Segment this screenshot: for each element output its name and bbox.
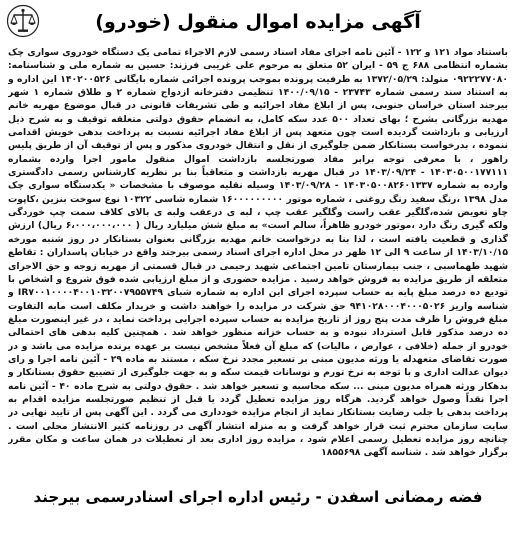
notice-body bbox=[8, 46, 508, 478]
scales-of-justice-icon bbox=[6, 4, 40, 38]
notice-header bbox=[0, 0, 516, 44]
notice-title: آگهی مزایده اموال منقول (خودرو) bbox=[95, 11, 421, 33]
notice-signature: فضه رمضانی اسفدن - رئیس اداره اجرای اسنادرسمی بیرجند bbox=[33, 488, 483, 506]
notice-body-paragraph: باستناد مواد ۱۲۱ و ۱۲۲ - آئین نامه اجرای مفاد اسناد رسمی لازم الاجراء تمامی یک دستگاه خودروی سواری چک بشماره انتظامی ۶۸۸ ج ۵۹ - ایران ۵۲ متعلق به مرحوم علی غریبی فرزند: حسین به شماره ملی و شناسنامه: ۰۹۲۲۲۷۷۰۸۰ متولد: ۱۳۷۲/۰۵/۲۹ به طرفیت پرونده بموجب پرونده اجرائی شماره بایگانی ۱۴۰۲۰۰۵۲۶ این اداره و به استناد سند رسمی شماره ۲۳۷۴۳ - ۱۴۰۰/۰۹/۱۵ تنظیمی دفترخانه ازدواج شماره ۲ و طلاق شماره ۱ شهر بیرجند استان خراسان جنوبی، پس از ابلاغ مفاد اجرائیه و طی تشریفات قانونی در قبال موضوع مهریه خانم مهدیه بزرگانی بشرح ؛ بهای تعداد ۵۰۰ عدد سکه کامل، به انضمام حقوق دولتی متعلقه توقیف و به شرح ذیل ارزیابی و بازداشت گردیده است چون متعهد پس از ابلاغ مفاد اجرائیه نسبت به پرداخت بدهی خویش اقدامی ننموده ، بدرخواست بستانکار ضمن جلوگیری از نقل و انتقال خودروی مذکور و پس از توقیف آن از طریق پلیس راهور ، با معرفی نوجه برابر مفاد صورتجلسه بازداشت اموال منقول مامور اجرا وارده بشماره ۱۴۰۳۰۵۰۰۱۷۷۱۱۱ - ۱۴۰۳/۰۹/۲۴ در قبال مهریه بازداشت و متعاقباً بنا بر نظریه کارشناس رسمی دادگستری وارده به شماره ۱۴۰۳۰۵۰۰۸۲۶۰۱۳۳۷ - ۱۴۰۳/۰۹/۲۸ وسیله نقلیه موصوف با مشخصات « یکدستگاه سواری چک مدل ۱۳۹۸ ،رنگ سفید رنگ روغنی ، شماره موتور ۱۶۰۰۰۰۰۰۰۰۰ شماره شاسی ۱۰۳۲۲ نوع سوخت بنزین ،کاپوت چاو تعویض شده،گلگیر عقب راست وگلگیر عقب چپ ، لبه ی درعقب ولبه ی بالای کلاف سمت چپ خوردگی ولکه گیری رنگ دارد ،موتور خودرو ظاهراً، سالم است» به مبلغ شش میلیارد ریال ( ۶،۰۰۰،۰۰۰،۰۰۰ ریال) ارزش گذاری و قطعیت یافته است ، لذا بنا به درخواست خانم مهدیه بزرگانی بعنوان بستانکار در روز شنبه مورخه ۱۴۰۳/۱۰/۱۵ از ساعت ۹ الی ۱۲ ظهر در محل اداره اجرای اسناد رسمی بیرجند واقع در خیابان پاسداران : تقاطع شهید طهماسبی ، جنب بیمارستان تامین اجتماعی شهید رحیمی در قبال قسمتی از مهریه زوجه و حق الاجرای متعلقه از طریق مزایده به فروش خواهد رسید . مزایده حضوری و از مبلغ ارزیابی شده فوق شروع و اشخاص با تودیع ده درصد مبلغ پایه به حساب سپرده اجرای این اداره به شماره شبای IR۷۰۰۱۰۰۰۰۴۰۰۱۰۳۲۰۰۷۹۵۵۷۴۹ و شناسه واریز ۹۴۱۰۲۸۰۰۰۴۰۰۰۵۰۲۶ حق شرکت در مزایده را خواهند داشت و خریدار مکلف است مابه التفاوت مبلغ فروش را ظرف مدت پنج روز از تاریخ مزایده به حساب سپرده اجرایی پرداخت نماید ، در غیر اینصورت مبلغ ده درصد مذکور قابل استرداد نبوده و به حساب خزانه منظور خواهد شد . همچنین کلیه بدهی های احتمالی خودرو از جمله (خلافی ، عوارض ، مالیات) که مبلغ آن فعلاً مشخص نیست بر عهده برنده مزایده می باشد و در صورت تقاضای متعهدله یا ورثه مدیون مبنی بر تسعیر مجدد نرخ سکه ، مستند به ماده ۲۹ - آئین نامه اجرا و رای دیوان عدالت اداری و با توجه به نرخ تورم و نوسانات قیمت سکه و به جهت جلوگیری از تضییع حقوق بستانکار و بدهکار ورثه همراه مدیون مبنی ... سکه محاسبه و تسعیر خواهد شد . حقوق دولتی به شرح ماده ۴۰ - آئین نامه اجرا نقداً وصول خواهد گردید. هرگاه روز مزایده تعطیل گردد یا قبل از تنظیم صورتجلسه مزایده اقدام به پرداخت بدهی یا جلب رضایت بستانکار نماید از انجام مزایده خودداری می گردد . این آگهی پس از تایید نهایی در سایت سازمان محترم ثبت قرار خواهد گرفت و به منزله انتشار آگهی در روزنامه کثیر الانتشار محلی است . چنانچه روز مزایده تعطیل رسمی اعلام شود ، مزایده روز اداری بعد از تعطیلات در همان ساعت و مکان مقرر برگزار خواهد شد . شناسه آگهی ۱۸۵۵۶۹۸ bbox=[8, 47, 508, 459]
